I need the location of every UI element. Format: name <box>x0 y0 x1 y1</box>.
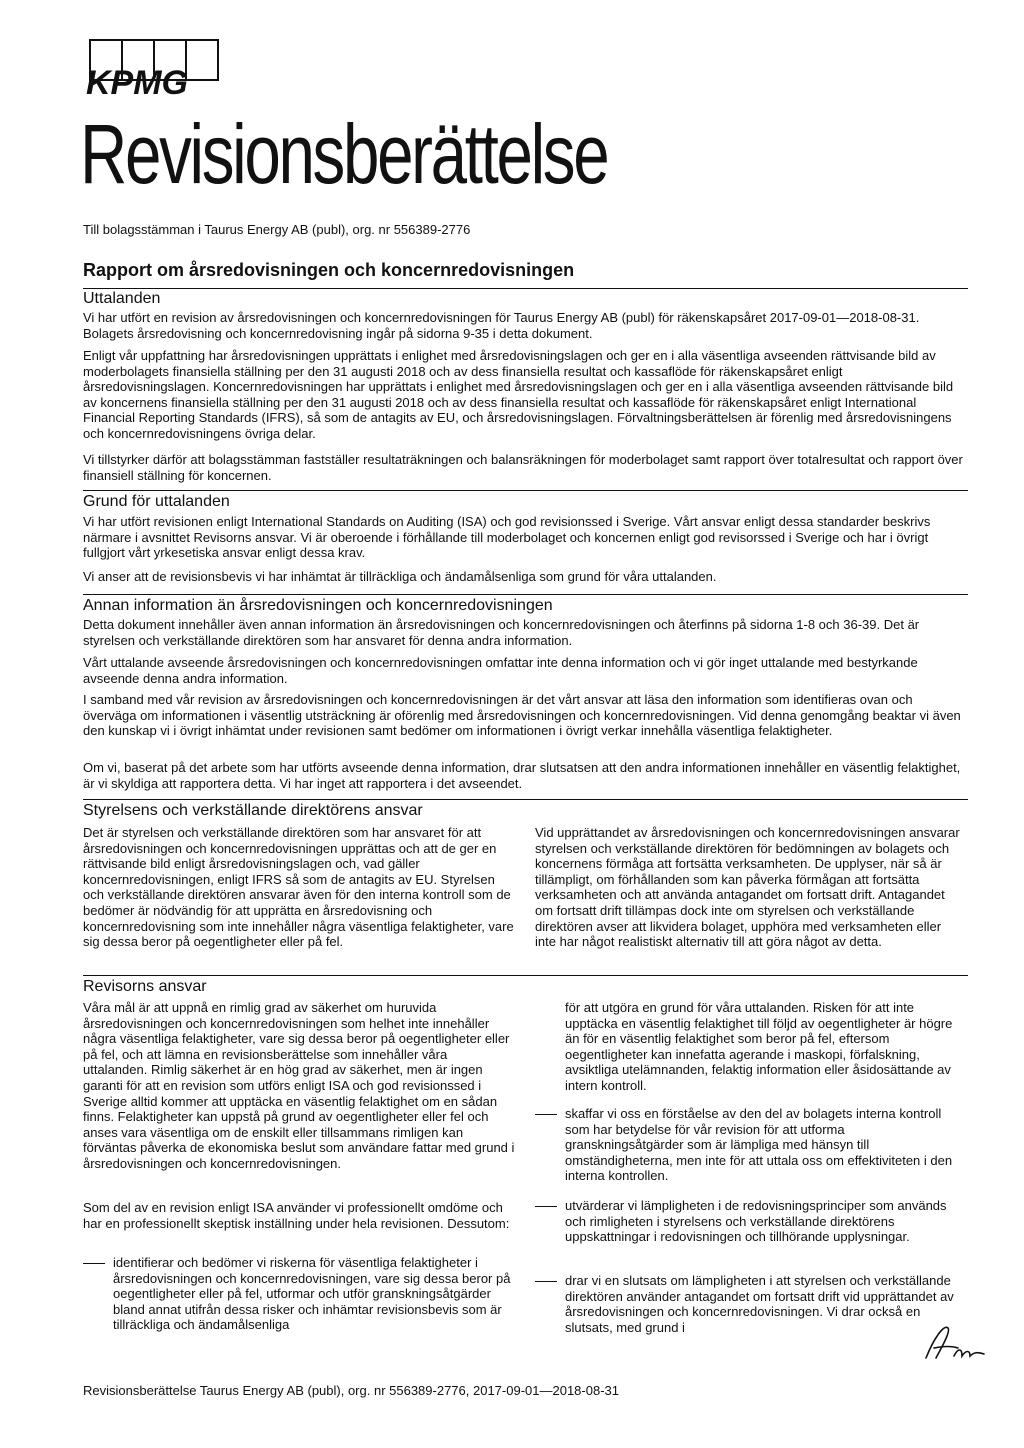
bullet-item-3: utvärderar vi lämpligheten i de redovisningsprinciper som används och rimligheten i styrelsens och verkställande direktörens uppskattningar i redovisningen och tillhörande upplysningar. <box>565 1198 947 1245</box>
bullet-dash <box>535 1281 557 1282</box>
page-footer: Revisionsberättelse Taurus Energy AB (publ), org. nr 556389-2776, 2017-09-01—2018-08-31 <box>83 1383 619 1398</box>
section-heading-styrelsen: Styrelsens och verkställande direktörens ansvar <box>83 802 423 819</box>
bullet-item-1-continued: för att utgöra en grund för våra uttalanden. Risken för att inte upptäcka en väsentlig felaktighet till följd av oegentligheter är högre än för en väsentlig felaktighet som beror på fel, eftersom oegentligheter kan innefatta agerande i maskopi, förfalskning, avsiktliga utelämnanden, felaktig information eller åsidosättande av intern kontroll. <box>565 1000 953 1093</box>
revisorns-left-paragraph-2: Som del av en revision enligt ISA använder vi professionellt omdöme och har en professionellt skeptisk inställning under hela revisionen. Dessutom: <box>83 1200 510 1231</box>
bullet-dash <box>535 1114 557 1115</box>
bullet-item-1: identifierar och bedömer vi riskerna för väsentliga felaktigheter i årsredovisningen och koncernredovisningen, vare sig dessa beror på oegentligheter eller på fel, utformar och utför granskningsåtgärder bland annat utifrån dessa risker och inhämtar revisionsbevis som är tillräckliga och ändamålsenliga <box>113 1255 511 1333</box>
revisorns-left-paragraph-1: Våra mål är att uppnå en rimlig grad av säkerhet om huruvida årsredovisningen och koncernredovisningen som helhet inte innehåller några väsentliga felaktigheter, vare sig dessa beror på oegentligheter eller på fel, och att lämna en revisionsberättelse som innehåller våra uttalanden. Rimlig säkerhet är en hög grad av säkerhet, men är ingen garanti för att en revision som utförs enligt ISA och god revisionssed i Sverige alltid kommer att upptäcka en väsentlig felaktighet om en sådan finns. Felaktigheter kan uppstå på grund av oegentligheter eller fel och anses vara väsentliga om de enskilt eller tillsammans rimligen kan förväntas påverka de ekonomiska beslut som användare fattar med grund i årsredovisningen och koncernredovisningen. <box>83 1000 515 1171</box>
svg-text:KPMG: KPMG <box>86 64 188 102</box>
styrelsen-right-paragraph: Vid upprättandet av årsredovisningen och koncernredovisningen ansvarar styrelsen och verkställande direktören för bedömningen av bolagets och koncernens förmåga att fortsätta verksamheten. De upplyser, när så är tillämpligt, om förhållanden som kan påverka förmågan att fortsätta verksamheten och att använda antagandet om fortsatt drift. Antagandet om fortsatt drift tillämpas dock inte om styrelsen och verkställande direktören avser att likvidera bolaget, upphöra med verksamheten eller inte har något realistiskt alternativ till att göra något av detta. <box>535 825 960 950</box>
bullet-item-4: drar vi en slutsats om lämpligheten i att styrelsen och verkställande direktören använder antagandet om fortsatt drift vid upprättandet av årsredovisningen och koncernredovisningen. Vi drar också en slutsats, med grund i <box>565 1273 954 1335</box>
addressee: Till bolagsstämman i Taurus Energy AB (publ), org. nr 556389-2776 <box>83 222 471 237</box>
signature-initials <box>918 1318 988 1368</box>
uttalanden-paragraph-1: Vi har utfört en revision av årsredovisningen och koncernredovisningen för Taurus Energy AB (publ) för räkenskapsåret 2017-09-01—2018-08-31. Bolagets årsredovisning och koncernredovisning ingår på sidorna 9-35 i detta dokument. <box>83 310 920 341</box>
annan-paragraph-2: Vårt uttalande avseende årsredovisningen och koncernredovisningen omfattar inte denna information och vi gör inget uttalande med bestyrkande avseende denna andra information. <box>83 655 918 686</box>
bullet-item-2: skaffar vi oss en förståelse av den del av bolagets interna kontroll som har betydelse för vår revision för att utforma granskningsåtgärder som är lämpliga med hänsyn till omständigheterna, men inte för att uttala oss om effektiviteten i den interna kontrollen. <box>565 1106 953 1184</box>
divider <box>83 975 968 976</box>
annan-paragraph-1: Detta dokument innehåller även annan information än årsredovisningen och koncernredovisningen och återfinns på sidorna 1-8 och 36-39. Det är styrelsen och verkställande direktören som har ansvaret för denna andra information. <box>83 617 920 648</box>
section-heading-revisorns: Revisorns ansvar <box>83 978 207 995</box>
divider <box>83 490 968 491</box>
annan-paragraph-4: Om vi, baserat på det arbete som har utförts avseende denna information, drar slutsatsen att den andra informationen innehåller en väsentlig felaktighet, är vi skyldiga att rapportera detta. Vi har inget att rapportera i det avseendet. <box>83 760 961 791</box>
section-heading-grund: Grund för uttalanden <box>83 493 230 510</box>
divider <box>83 288 968 289</box>
divider <box>83 594 968 595</box>
annan-paragraph-3: I samband med vår revision av årsredovisningen och koncernredovisningen är det vårt ansvar att läsa den information som identifieras ovan och överväga om informationen i väsentlig utsträckning är oförenlig med årsredovisningen och koncernredovisningen. Vid denna genomgång beaktar vi även den kunskap vi i övrigt inhämtat under revisionen samt bedömer om informationen i övrigt verkar innehålla väsentliga felaktigheter. <box>83 692 961 739</box>
report-heading: Rapport om årsredovisningen och koncernredovisningen <box>83 260 575 280</box>
divider <box>83 799 968 800</box>
grund-paragraph-1: Vi har utfört revisionen enligt International Standards on Auditing (ISA) och god revisionssed i Sverige. Vårt ansvar enligt dessa standarder beskrivs närmare i avsnittet Revisorns ansvar. Vi är oberoende i förhållande till moderbolaget och koncernen enligt god revisorssed i Sverige och har i övrigt fullgjort vårt yrkesetiska ansvar enligt dessa krav. <box>83 514 931 561</box>
page-title: Revisionsberättelse <box>80 107 608 201</box>
styrelsen-left-paragraph: Det är styrelsen och verkställande direktören som har ansvaret för att årsredovisningen och koncernredovisningen upprättas och att de ger en rättvisande bild enligt årsredovisningslagen och, vad gäller koncernredovisningen, enligt IFRS så som de antagits av EU. Styrelsen och verkställande direktören ansvarar även för den interna kontroll som de bedömer är nödvändig för att upprätta en årsredovisning och koncernredovisning som inte innehåller några väsentliga felaktigheter, vare sig dessa beror på oegentligheter eller på fel. <box>83 825 514 950</box>
kpmg-logo <box>82 32 232 102</box>
grund-paragraph-2: Vi anser att de revisionsbevis vi har inhämtat är tillräckliga och ändamålsenliga som grund för våra uttalanden. <box>83 569 717 584</box>
bullet-dash <box>535 1206 557 1207</box>
uttalanden-paragraph-2: Enligt vår uppfattning har årsredovisningen upprättats i enlighet med årsredovisningslagen och ger en i alla väsentliga avseenden rättvisande bild av moderbolagets finansiella ställning per den 31 augusti 2018 och av dess finansiella resultat och kassaflöde för räkenskapsåret enligt årsredovisningslagen. Koncernredovisningen har upprättats i enlighet med årsredovisningslagen och ger en i alla väsentliga avseenden rättvisande bild av koncernens finansiella ställning per den 31 augusti 2018 och av dess finansiella resultat och kassaflöde för räkenskapsåret enligt International Financial Reporting Standards (IFRS), så som de antagits av EU, och årsredovisningslagen. Förvaltningsberättelsen är förenlig med årsredovisningens och koncernredovisningens övriga delar. <box>83 348 954 441</box>
section-heading-annan: Annan information än årsredovisningen och koncernredovisningen <box>83 597 553 614</box>
uttalanden-paragraph-3: Vi tillstyrker därför att bolagsstämman fastställer resultaträkningen och balansräkningen för moderbolaget samt rapport över totalresultat och rapport över finansiell ställning för koncernen. <box>83 452 963 483</box>
bullet-dash <box>83 1263 105 1264</box>
section-heading-uttalanden: Uttalanden <box>83 290 161 307</box>
